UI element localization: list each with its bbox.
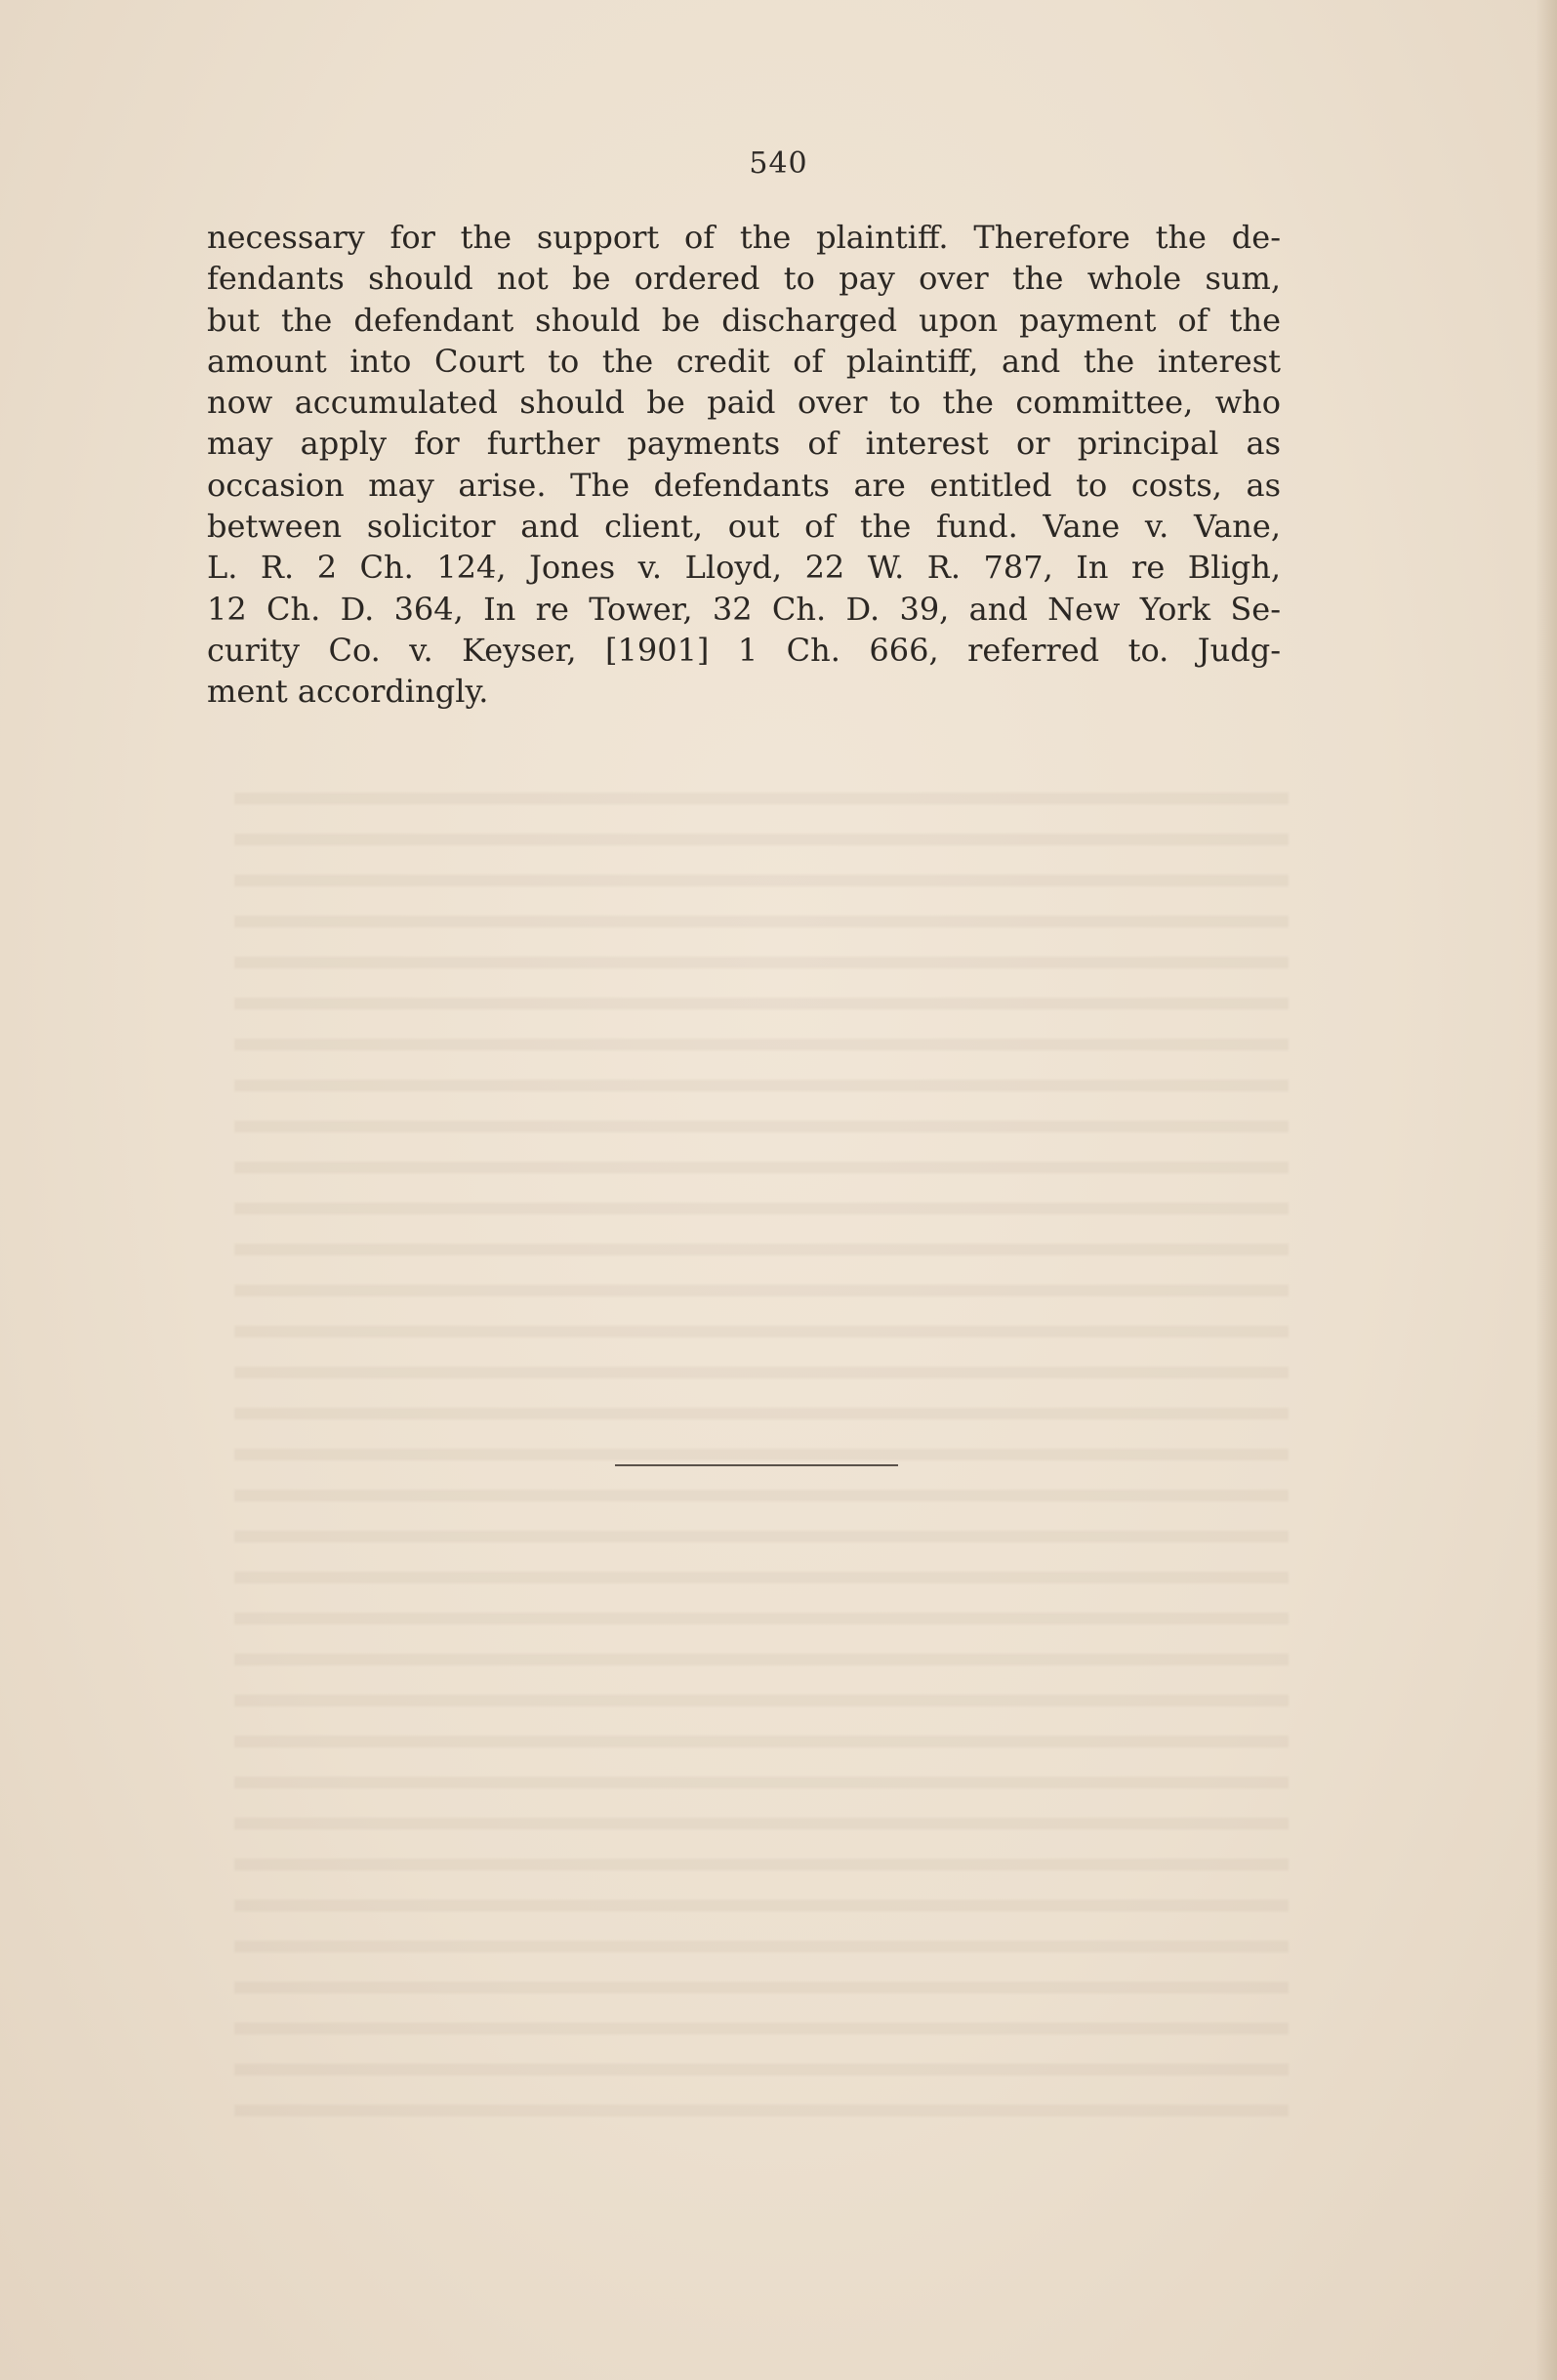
bleed-through-texture bbox=[234, 771, 1289, 2138]
section-divider-rule bbox=[615, 1464, 898, 1466]
text-line: 12 Ch. D. 364, In re Tower, 32 Ch. D. 39, and New York Se- bbox=[207, 590, 1281, 628]
text-line: occasion may arise. The defendants are entitled to costs, as bbox=[207, 466, 1281, 504]
body-paragraph bbox=[207, 217, 1281, 713]
text-line: but the defendant should be discharged upon payment of the bbox=[207, 301, 1281, 339]
page-edge-shadow bbox=[1536, 0, 1557, 2380]
page-number: 540 bbox=[749, 146, 808, 181]
text-line: between solicitor and client, out of the fund. Vane v. Vane, bbox=[207, 508, 1281, 546]
text-line: L. R. 2 Ch. 124, Jones v. Lloyd, 22 W. R. 787, In re Bligh, bbox=[207, 549, 1281, 587]
text-line: may apply for further payments of interest or principal as bbox=[207, 425, 1281, 463]
text-line: curity Co. v. Keyser, [1901] 1 Ch. 666, referred to. Judg- bbox=[207, 631, 1281, 669]
text-line: necessary for the support of the plaintiff. Therefore the de- bbox=[207, 219, 1281, 256]
text-line: now accumulated should be paid over to the committee, who bbox=[207, 384, 1281, 422]
text-line: ment accordingly. bbox=[207, 673, 489, 711]
text-line: fendants should not be ordered to pay over the whole sum, bbox=[207, 260, 1281, 298]
text-line: amount into Court to the credit of plaintiff, and the interest bbox=[207, 342, 1281, 380]
